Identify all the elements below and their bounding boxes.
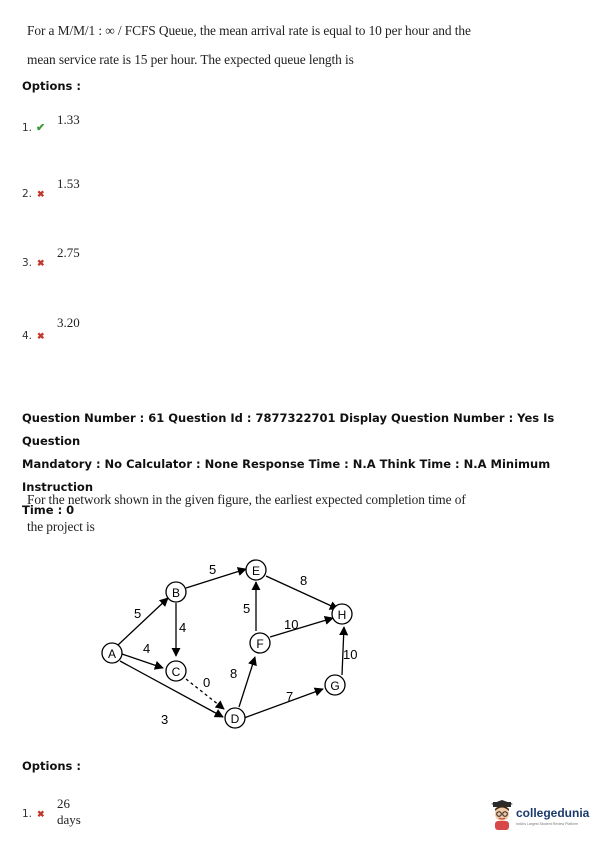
svg-text:C: C <box>171 665 181 679</box>
svg-text:D: D <box>230 712 240 726</box>
edge-label-f-e: 5 <box>243 601 251 616</box>
student-mascot-icon <box>490 800 514 830</box>
logo-tagline: India's Largest Student Review Platform <box>516 822 579 826</box>
node-c <box>166 661 186 681</box>
option-number: 2. <box>22 188 33 200</box>
wrong-cross-icon: ✖ <box>37 331 45 341</box>
question-text-line2: mean service rate is 15 per hour. The expected queue length is <box>27 52 354 67</box>
svg-text:G: G <box>330 679 340 693</box>
option-value: 26 days <box>57 796 81 827</box>
node-h <box>332 604 352 624</box>
svg-text:H: H <box>337 608 347 622</box>
edge-label-e-h: 8 <box>300 573 308 588</box>
option-value: 2.75 <box>57 245 80 260</box>
options-label: Options : <box>22 79 81 93</box>
svg-text:E: E <box>251 564 261 578</box>
question-text-line1: For a M/M/1 : ∞ / FCFS Queue, the mean arrival rate is equal to 10 per hour and the <box>27 23 471 38</box>
edge-d-f <box>239 657 255 707</box>
edge-label-a-d: 3 <box>161 712 169 727</box>
option-number: 1. <box>22 808 33 820</box>
edge-f-h <box>270 618 333 637</box>
edge-label-b-c: 4 <box>179 620 187 635</box>
option-number: 4. <box>22 330 33 342</box>
collegedunia-logo <box>490 800 590 834</box>
option-value: 1.53 <box>57 176 80 191</box>
question-text-line2: the project is <box>27 519 95 534</box>
wrong-cross-icon: ✖ <box>37 809 45 819</box>
svg-text:A: A <box>107 647 117 661</box>
edge-label-g-h: 10 <box>343 647 358 662</box>
option-number: 3. <box>22 257 33 269</box>
edge-a-b <box>118 598 168 645</box>
option-value: 3.20 <box>57 315 80 330</box>
network-diagram <box>90 555 360 735</box>
question-meta-line2: Mandatory : No Calculator : None Response Time : N.A Think Time : N.A Minimum Instruction <box>22 457 551 494</box>
correct-check-icon: ✔ <box>36 122 46 134</box>
edge-label-d-g: 7 <box>286 689 294 704</box>
edge-label-b-e: 5 <box>209 562 217 577</box>
question-meta-line3: Time : 0 <box>22 503 75 517</box>
edge-label-a-c: 4 <box>143 641 151 656</box>
wrong-cross-icon: ✖ <box>37 258 45 268</box>
option-value: 1.33 <box>57 112 80 127</box>
node-e <box>246 560 266 580</box>
edge-label-f-h: 10 <box>284 617 299 632</box>
svg-text:B: B <box>171 586 181 600</box>
logo-name: collegedunia <box>516 806 590 820</box>
node-f <box>250 633 270 653</box>
option-number: 1. <box>22 122 33 134</box>
options-label: Options : <box>22 759 81 773</box>
wrong-cross-icon: ✖ <box>37 189 45 199</box>
edge-label-d-f: 8 <box>230 666 238 681</box>
node-b <box>166 582 186 602</box>
svg-text:F: F <box>256 637 264 651</box>
node-a <box>102 643 122 663</box>
edge-label-c-d: 0 <box>203 675 211 690</box>
node-d <box>225 708 245 728</box>
question-text-line1: For the network shown in the given figure, the earliest expected completion time of <box>27 492 466 507</box>
node-g <box>325 675 345 695</box>
edge-d-g <box>244 689 323 718</box>
edge-label-a-b: 5 <box>134 606 142 621</box>
question-meta-line1: Question Number : 61 Question Id : 7877322701 Display Question Number : Yes Is Question <box>22 411 555 448</box>
